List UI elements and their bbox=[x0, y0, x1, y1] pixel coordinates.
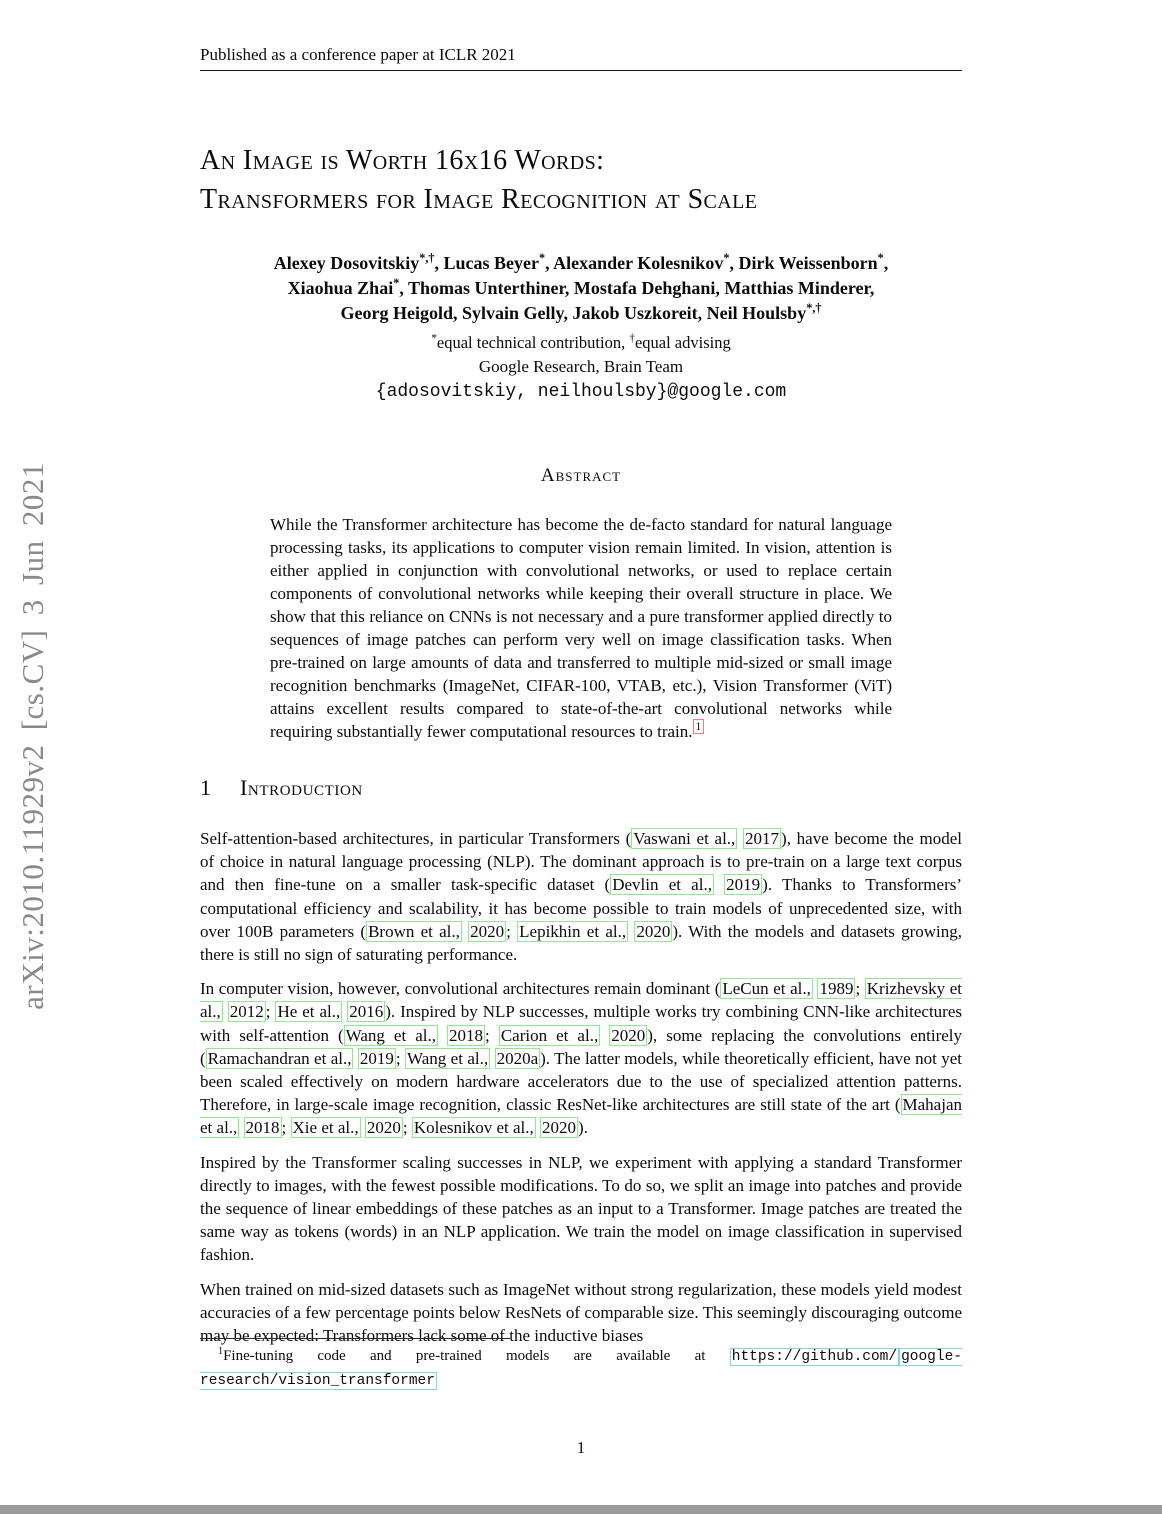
text-run: ; bbox=[395, 1048, 406, 1068]
author-line-1 bbox=[200, 251, 962, 276]
intro-paragraph-4 bbox=[200, 1278, 962, 1348]
text-run: , Lucas Beyer bbox=[434, 253, 539, 273]
text-run: Inspired by the Transformer scaling successes in NLP, we experiment with applying a standard Transformer directly to images, with the fewest possible modifications. To do so, we split an image into patches and provide the sequence of linear embeddings of these patches as an input to a Transformer. Image patches are treated the same way as tokens (words) in an NLP application. We train the model on image classification in supervised fashion. bbox=[200, 1152, 962, 1265]
text-run: † bbox=[629, 332, 635, 345]
text-run: Self-attention-based architectures, in particular Transformers ( bbox=[200, 829, 632, 848]
author-block bbox=[200, 251, 962, 405]
text-run bbox=[223, 1002, 228, 1021]
citation-link[interactable]: Brown et al., bbox=[368, 921, 460, 941]
text-run: ; bbox=[855, 979, 865, 999]
citation-link[interactable]: Lepikhin et al., bbox=[519, 921, 627, 941]
paper-title-line1: An Image is Worth 16x16 Words: bbox=[200, 145, 605, 176]
text-run: Georg Heigold, Sylvain Gelly, Jakob Uszkoreit, Neil Houlsby bbox=[340, 303, 807, 323]
text-run: ; bbox=[281, 1118, 291, 1138]
citation-link[interactable]: LeCun et al., bbox=[722, 979, 811, 999]
paper-title-line2: Transformers for Image Recognition at Scale bbox=[200, 184, 758, 215]
citation-link[interactable]: 2020 bbox=[470, 921, 505, 941]
affiliation: Google Research, Brain Team bbox=[478, 357, 684, 376]
text-run: * bbox=[431, 332, 437, 345]
text-run: Xiaohua Zhai bbox=[287, 278, 394, 298]
citation-link[interactable]: 2018 bbox=[449, 1025, 484, 1045]
citation-link[interactable]: Vaswani et al., bbox=[633, 829, 736, 848]
abstract-heading: Abstract bbox=[540, 465, 622, 486]
external-link[interactable]: https://github.com/ bbox=[731, 1349, 898, 1365]
text-run: ). Inspired by NLP successes, multiple works try combining CNN-like architectures with self-attention ( bbox=[200, 1002, 963, 1045]
text-run: equal technical contribution, bbox=[436, 333, 630, 352]
citation-link[interactable]: Devlin et al., bbox=[612, 875, 712, 895]
pdf-page-content bbox=[200, 0, 963, 1457]
text-run: ). bbox=[578, 1118, 588, 1138]
text-run: ; bbox=[402, 1118, 412, 1138]
citation-link[interactable]: Mahajan et al., bbox=[200, 1095, 962, 1138]
text-run: , Alexander Kolesnikov bbox=[545, 253, 724, 273]
citation-link[interactable]: 2016 bbox=[349, 1002, 384, 1022]
text-run: While the Transformer architecture has become the de-facto standard for natural language processing tasks, its applications to computer vision remain limited. In vision, attention is either applied in conjunction with convolutional networks, or used to replace certain components of convolutional networks while keeping their overall structure in place. We show that this reliance on CNNs is not necessary and a pure transformer applied directly to sequences of image patches can perform very well on image classification tasks. When pre-trained on large amounts of data and transferred to multiple mid-sized or small image recognition benchmarks (ImageNet, CIFAR-100, VTAB, etc.), Vision Transformer (ViT) attains excellent results compared to state-of-the-art convolutional networks while requiring substantially fewer computational resources to train. bbox=[270, 515, 892, 741]
intro-paragraph-2 bbox=[200, 977, 962, 1139]
footnote-area bbox=[200, 1338, 962, 1393]
paper-title bbox=[200, 141, 962, 219]
citation-link[interactable]: 2017 bbox=[745, 829, 780, 848]
text-run bbox=[714, 875, 724, 894]
text-run: 1 bbox=[218, 1346, 224, 1357]
arxiv-watermark: arXiv:2010.11929v2 [cs.CV] 3 Jun 2021 bbox=[15, 462, 50, 1010]
citation-link[interactable]: Kolesnikov et al., bbox=[413, 1118, 534, 1138]
text-run bbox=[490, 1049, 494, 1068]
citation-link[interactable]: Carion et al., bbox=[500, 1025, 599, 1045]
footnote-text bbox=[200, 1345, 962, 1393]
citation-link[interactable]: 2019 bbox=[726, 875, 761, 895]
text-run: ; bbox=[506, 921, 518, 941]
citation-link[interactable]: He et al., bbox=[277, 1002, 341, 1022]
header-rule bbox=[200, 70, 962, 71]
text-run bbox=[438, 1026, 447, 1045]
text-run: ), some replacing the convolutions entirely ( bbox=[200, 1025, 962, 1068]
citation-link[interactable]: 2020a bbox=[496, 1048, 539, 1068]
text-run bbox=[239, 1118, 243, 1137]
text-run: equal advising bbox=[634, 333, 731, 352]
text-run: ). The latter models, while theoretically efficient, have not yet been scaled effectively on modern hardware accelerators due to the use of specialized attention patterns. Therefore, in large-scale image recognition, classic ResNet-like architectures are still state of the art ( bbox=[200, 1048, 962, 1115]
text-run: ). With the models and datasets growing, there is still no sign of saturating performance. bbox=[200, 921, 962, 965]
text-run: * bbox=[539, 251, 546, 265]
abstract-text bbox=[270, 513, 892, 743]
text-run: ; bbox=[485, 1025, 499, 1045]
running-header: Published as a conference paper at ICLR 2021 bbox=[200, 45, 516, 64]
text-run: ; bbox=[265, 1002, 276, 1022]
author-line-2 bbox=[200, 276, 962, 301]
text-run: * bbox=[877, 251, 884, 265]
citation-link[interactable]: 1989 bbox=[819, 979, 854, 999]
text-run: , Dirk Weissenborn bbox=[729, 253, 878, 273]
author-emails: {adosovitskiy, neilhoulsby}@google.com bbox=[375, 382, 787, 402]
viewer-bottom-bar bbox=[0, 1505, 1162, 1514]
citation-link[interactable]: 2019 bbox=[359, 1048, 394, 1068]
intro-paragraph-3 bbox=[200, 1151, 962, 1267]
text-run: *,† bbox=[806, 301, 822, 315]
contribution-note bbox=[200, 331, 962, 355]
section-heading-introduction bbox=[200, 775, 962, 801]
text-run bbox=[600, 1026, 609, 1045]
author-line-3 bbox=[200, 301, 962, 326]
text-run: * bbox=[723, 251, 730, 265]
citation-link[interactable]: Wang et al., bbox=[345, 1025, 436, 1045]
footnote-ref[interactable]: 1 bbox=[693, 719, 705, 734]
text-run: ), have become the model of choice in natural language processing (NLP). The dominant approach is to pre-train on a large text corpus and then fine-tune on a smaller task-specific dataset ( bbox=[200, 829, 963, 895]
citation-link[interactable]: 2018 bbox=[245, 1118, 280, 1138]
section-title: Introduction bbox=[240, 775, 363, 800]
citation-link[interactable]: 2020 bbox=[542, 1118, 577, 1138]
external-link[interactable]: google-research/vision_transformer bbox=[200, 1349, 962, 1389]
citation-link[interactable]: Xie et al., bbox=[292, 1118, 359, 1138]
page-number: 1 bbox=[576, 1438, 586, 1457]
text-run: When trained on mid-sized datasets such as ImageNet without strong regularization, these models yield modest accuracies of a few percentage points below ResNets of comparable size. This seemingly discouraging outcome may be expected: Transformers lack some of the inductive biases bbox=[200, 1279, 962, 1346]
abstract-section bbox=[200, 465, 962, 743]
section-number: 1 bbox=[200, 775, 211, 800]
text-run: Alexey Dosovitskiy bbox=[273, 253, 420, 273]
text-run: * bbox=[393, 276, 400, 290]
citation-link[interactable]: 2020 bbox=[366, 1118, 401, 1138]
footnote-rule bbox=[200, 1338, 510, 1339]
citation-link[interactable]: Wang et al., bbox=[407, 1048, 489, 1068]
text-run: ). Thanks to Transformers’ computational efficiency and scalability, it has become possible to train models of unprecedented size, with over 100B parameters ( bbox=[200, 875, 963, 941]
text-run: Fine-tuning code and pre-trained models are available at bbox=[223, 1348, 730, 1364]
text-run: In computer vision, however, convolutional architectures remain dominant ( bbox=[200, 979, 721, 999]
text-run: *,† bbox=[419, 251, 435, 265]
citation-link[interactable]: 2020 bbox=[611, 1025, 646, 1045]
citation-link[interactable]: 2020 bbox=[636, 921, 671, 941]
citation-link[interactable]: 2012 bbox=[229, 1002, 264, 1022]
text-run: , Thomas Unterthiner, Mostafa Dehghani, Matthias Minderer, bbox=[399, 278, 875, 298]
citation-link[interactable]: Krizhevsky et al., bbox=[200, 979, 962, 1022]
intro-paragraph-1 bbox=[200, 827, 962, 966]
text-run: , bbox=[883, 253, 889, 273]
citation-link[interactable]: Ramachandran et al., bbox=[207, 1048, 352, 1068]
